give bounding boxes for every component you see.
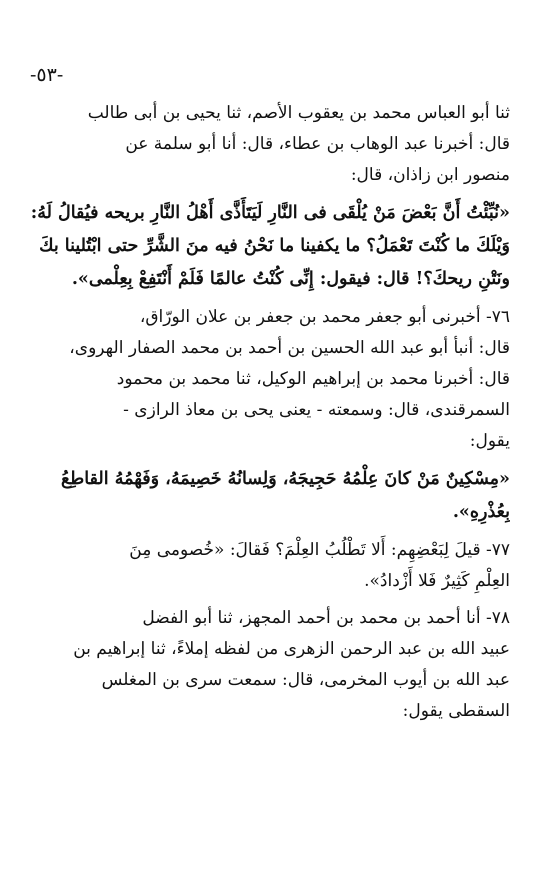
text-line: «نُبِّئْتُ أَنَّ بَعْضَ مَنْ يُلْقَى فى النَّارِ لَيَتَأَذَّى أَهْلُ النَّارِ بريحه فيُقالُ لَهُ: <box>30 203 510 223</box>
text-line: عبد الله بن أيوب المخرمى، قال: سمعت سرى بن المغلس <box>101 670 510 690</box>
text-line: قال: أخبرنا عبد الوهاب بن عطاء، قال: أنا أبو سلمة عن <box>125 134 510 154</box>
text-paragraph <box>30 535 510 597</box>
text-line: السمرقندى، قال: وسمعته - يعنى يحى بن معاذ الرازى - <box>123 400 510 420</box>
text-paragraph <box>30 603 510 727</box>
quote-paragraph <box>30 197 510 296</box>
text-line: ٧٧- قيلَ لِبَعْضِهِم: أَلا تَطْلُبُ العِلْمَ؟ فَقالَ: «خُصومى مِنَ <box>129 540 510 560</box>
text-line: ٧٦- أخبرنى أبو جعفر محمد بن جعفر بن علان الورّاق، <box>139 307 510 327</box>
text-line: قال: أخبرنا محمد بن إبراهيم الوكيل، ثنا محمد بن محمود <box>116 369 510 389</box>
page-number: -٥٣- <box>30 64 64 86</box>
text-paragraph <box>30 302 510 457</box>
text-line: قال: أنبأ أبو عبد الله الحسين بن أحمد بن محمد الصفار الهروى، <box>69 338 510 358</box>
text-line: ٧٨- أنا أحمد بن محمد بن أحمد المجهز، ثنا أبو الفضل <box>142 608 510 628</box>
text-line: بِعُذْرِهِ». <box>452 502 510 522</box>
text-line: السقطى يقول: <box>402 701 510 721</box>
text-line: وَيْلَكَ ما كُنْتَ تَعْمَلُ؟ ما يكفينا ما نَحْنُ فيه منَ الشَّرِّ حتى ابْتُلينا بكَ <box>39 236 510 256</box>
text-line: «مِسْكِينٌ مَنْ كانَ عِلْمُهُ حَجِيجَهُ، وَلِسانُهُ خَصِيمَهُ، وَفَهْمُهُ القاطِعُ <box>60 469 510 489</box>
text-line: يقول: <box>469 431 510 451</box>
text-paragraph <box>30 98 510 191</box>
text-line: ونَتْنِ ريحكَ؟! قال: فيقول: إِنِّى كُنْتُ عالمًا فَلَمْ أَنْتَفِعْ بِعِلْمى». <box>71 269 510 289</box>
text-line: العِلْمِ كَثِيرٌ فَلا أَزْدادُ». <box>364 571 510 591</box>
text-line: عبيد الله بن عبد الرحمن الزهرى من لفظه إملاءً، ثنا إبراهيم بن <box>73 639 510 659</box>
text-line: منصور ابن زاذان، قال: <box>350 165 510 185</box>
quote-paragraph <box>30 463 510 529</box>
page-text <box>30 98 510 727</box>
text-line: ثنا أبو العباس محمد بن يعقوب الأصم، ثنا يحيى بن أبى طالب <box>87 103 510 123</box>
